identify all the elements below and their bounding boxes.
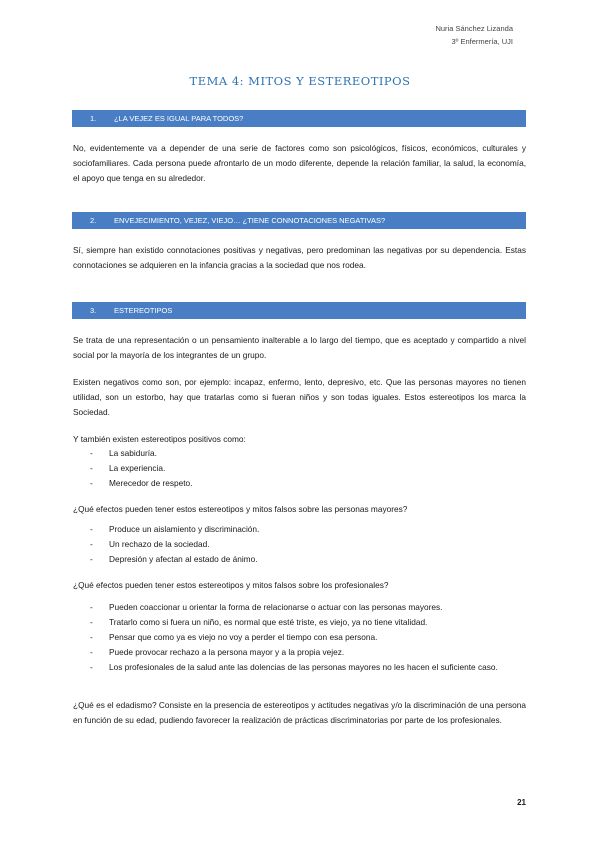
author-name: Nuria Sánchez Lizanda bbox=[435, 24, 513, 33]
list-item: - La experiencia. bbox=[73, 461, 526, 476]
section-heading-2 bbox=[72, 212, 526, 229]
paragraph: No, evidentemente va a depender de una serie de factores como son psicológicos, físicos, económicos, culturales y sociofamiliares. Cada persona puede afrontarlo de un modo diferente, depende la relación familiar, la salud, la economía, el apoyo que tenga en su alrededor. bbox=[73, 143, 526, 183]
paragraph: ¿Qué es el edadismo? Consiste en la presencia de estereotipos y actitudes negativas y/o la discriminación de una persona en función de su edad, pudiendo favorecer la realización de prácticas discriminatorias por parte de los profesionales. bbox=[73, 700, 526, 725]
section-number: 2. bbox=[90, 216, 97, 225]
page-number: 21 bbox=[517, 798, 526, 807]
section-title: ESTEREOTIPOS bbox=[114, 306, 173, 315]
list-item: - Pensar que como ya es viejo no voy a perder el tiempo con esa persona. bbox=[73, 630, 526, 645]
list-item: - Merecedor de respeto. bbox=[73, 476, 526, 491]
section-title: ENVEJECIMIENTO, VEJEZ, VIEJO… ¿TIENE CONNOTACIONES NEGATIVAS? bbox=[114, 216, 386, 225]
section-number: 1. bbox=[90, 114, 97, 123]
page-header bbox=[435, 22, 513, 48]
section-number: 3. bbox=[90, 306, 97, 315]
list-item: - La sabiduría. bbox=[73, 446, 526, 461]
paragraph: Y también existen estereotipos positivos como: bbox=[73, 434, 246, 444]
list-item: - Un rechazo de la sociedad. bbox=[73, 537, 526, 552]
question: ¿Qué efectos pueden tener estos estereotipos y mitos falsos sobre las personas mayores? bbox=[73, 504, 408, 514]
section-heading-3 bbox=[72, 302, 526, 319]
question: ¿Qué efectos pueden tener estos estereotipos y mitos falsos sobre los profesionales? bbox=[73, 580, 389, 590]
page-title: TEMA 4: MITOS Y ESTEREOTIPOS bbox=[189, 74, 411, 88]
paragraph: Existen negativos como son, por ejemplo: incapaz, enfermo, lento, depresivo, etc. Que las personas mayores no tienen utilidad, son un estorbo, hay que tratarlas como si fueran niños y son todas iguales. Estos estereotipos los marca la Sociedad. bbox=[73, 377, 526, 417]
section-title: ¿LA VEJEZ ES IGUAL PARA TODOS? bbox=[114, 114, 244, 123]
list-item: - Depresión y afectan al estado de ánimo. bbox=[73, 552, 526, 567]
effects-professionals-list bbox=[73, 600, 526, 675]
list-item: - Tratarlo como si fuera un niño, es normal que esté triste, es viejo, ya no tiene vitalidad. bbox=[73, 615, 526, 630]
paragraph: Sí, siempre han existido connotaciones positivas y negativas, pero predominan las negativas por su dependencia. Estas connotaciones se adquieren en la infancia gracias a la sociedad que nos rodea. bbox=[73, 245, 526, 270]
list-item: - Puede provocar rechazo a la persona mayor y a la propia vejez. bbox=[73, 645, 526, 660]
positive-stereotypes-list bbox=[73, 446, 526, 491]
paragraph: Se trata de una representación o un pensamiento inalterable a lo largo del tiempo, que es aceptado y compartido a nivel social por la mayoría de los integrantes de un grupo. bbox=[73, 335, 526, 360]
course-name: 3º Enfermería, UJI bbox=[451, 37, 513, 46]
effects-elderly-list bbox=[73, 522, 526, 567]
section-heading-1 bbox=[72, 110, 526, 127]
list-item: - Pueden coaccionar u orientar la forma de relacionarse o actuar con las personas mayores. bbox=[73, 600, 526, 615]
list-item: - Produce un aislamiento y discriminación. bbox=[73, 522, 526, 537]
list-item: - Los profesionales de la salud ante las dolencias de las personas mayores no les hacen el suficiente caso. bbox=[73, 660, 526, 675]
